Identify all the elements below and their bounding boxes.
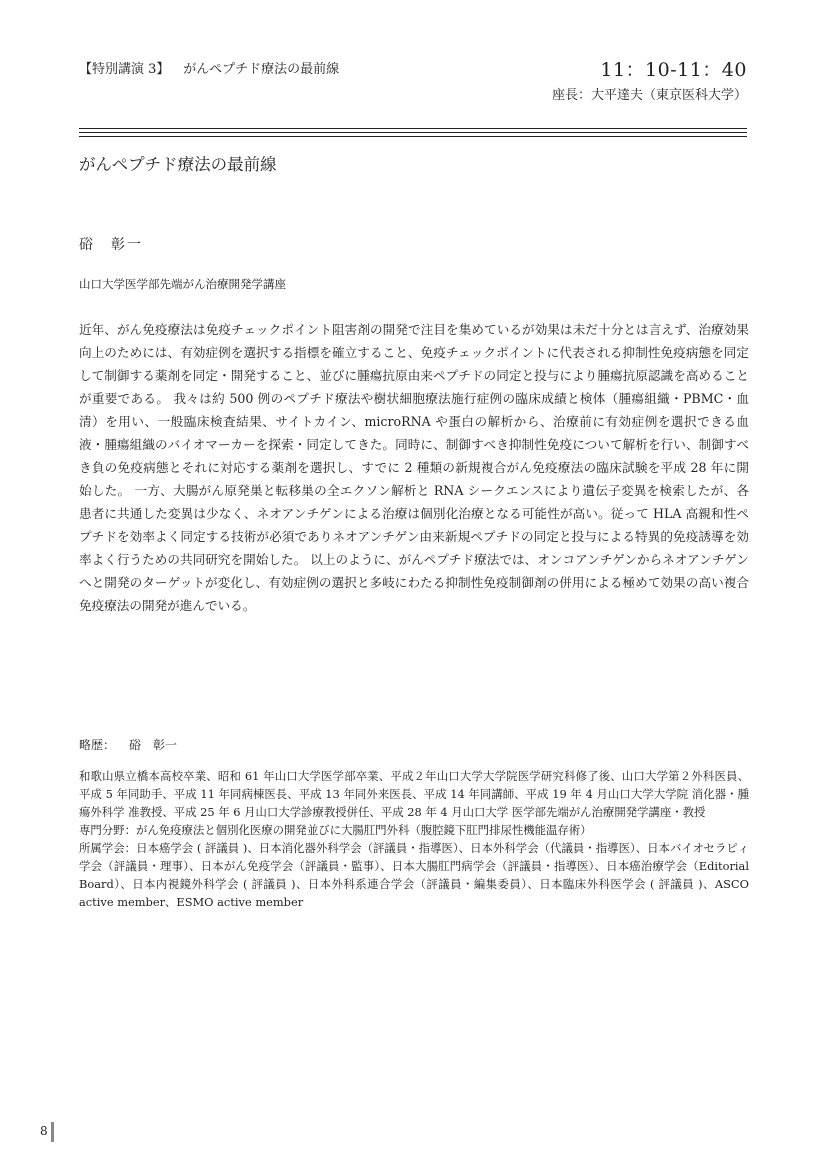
cv-heading [79,736,177,753]
session-header [79,58,339,77]
cv-body [79,767,749,911]
cv-specialty: 専門分野：がん免疫療法と個別化医療の開発並びに大腸肛門外科（腹腔鏡下肛門排尿性機能温存術） [79,823,592,837]
session-chair: 座長：大平達夫（東京医科大学） [551,88,747,103]
page-number-bar [51,1122,54,1142]
header-rule-bottom [79,136,747,137]
session-time: 11：10-11：40 [600,59,747,81]
session-label: 【特別講演 3】 [79,62,170,77]
cv-history: 和歌山県立橋本高校卒業、昭和 61 年山口大学医学部卒業、平成２年山口大学大学院医学研究科修了後、山口大学第２外科医員、平成 5 年同助手、平成 11 年同病棟医長、平成 13 年同外来医長、平成 14 年同講師、平成 19 年 4 月山口大学大学院 消化器・腫瘍外科学 准教授、平成 25 年 6 月山口大学診療教授併任、平成 28 年 4 月山口大学 医学部先端がん治療開発学講座・教授 [79,769,749,819]
article-author: 硲 彰一 [79,237,143,253]
header-rule-middle [79,132,747,133]
article-abstract: 近年、がん免疫療法は免疫チェックポイント阻害剤の開発で注目を集めているが効果は未だ十分とは言えず、治療効果向上のためには、有効症例を選択する指標を確立すること、免疫チェックポイントに代表される抑制性免疫病態を同定して制御する薬剤を同定・開発すること、並びに腫瘍抗原由来ペプチドの同定と投与により腫瘍抗原認識を高めることが重要である。 我々は約 500 例のペプチド療法や樹状細胞療法施行症例の臨床成績と検体（腫瘍組織・PBMC・血清）を用い、一般臨床検査結果、サイトカイン、microRNA や蛋白の解析から、治療前に有効症例を選択できる血液・腫瘍組織のバイオマーカーを探索・同定してきた。同時に、制御すべき抑制性免疫について解析を行い、制御すべき負の免疫病態とそれに対応する薬剤を選択し、すでに 2 種類の新規複合がん免疫療法の臨床試験を平成 28 年に開始した。 一方、大腸がん原発巣と転移巣の全エクソン解析と RNA シークエンスにより遺伝子変異を検索したが、各患者に共通した変異は少なく、ネオアンチゲンによる治療は個別化治療となる可能性が高い。従って HLA 高親和性ペプチドを効率よく同定する技術が必須でありネオアンチゲン由来新規ペプチドの同定と投与による特異的免疫誘導を効率よく行うための共同研究を開始した。 以上のように、がんペプチド療法では、オンコアンチゲンからネオアンチゲンへと開発のターゲットが変化し、有効症例の選択と多岐にわたる抑制性免疫制御剤の併用による極めて効果の高い複合免疫療法の開発が進んでいる。 [79,322,749,613]
cv-name: 硲 彰一 [129,738,178,752]
cv-societies: 所属学会：日本癌学会 ( 評議員 )、日本消化器外科学会（評議員・指導医）、日本外科学会（代議員・指導医）、日本バイオセラピィ学会（評議員・理事）、日本がん免疫学会（評議員・監事）、日本大腸肛門病学会（評議員・指導医）、日本癌治療学会（Editorial Board）、日本内視鏡外科学会 ( 評議員 )、日本外科系連合学会（評議員・編集委員）、日本臨床外科医学会 ( 評議員 )、ASCO active member、ESMO active member [79,841,749,909]
header-rule-top [79,128,747,129]
article-title: がんペプチド療法の最前線 [79,155,277,174]
session-title: がんペプチド療法の最前線 [183,62,340,77]
cv-label: 略歴： [79,738,116,752]
article-affiliation: 山口大学医学部先端がん治療開発学講座 [79,277,286,291]
page-number: 8 [40,1124,48,1138]
